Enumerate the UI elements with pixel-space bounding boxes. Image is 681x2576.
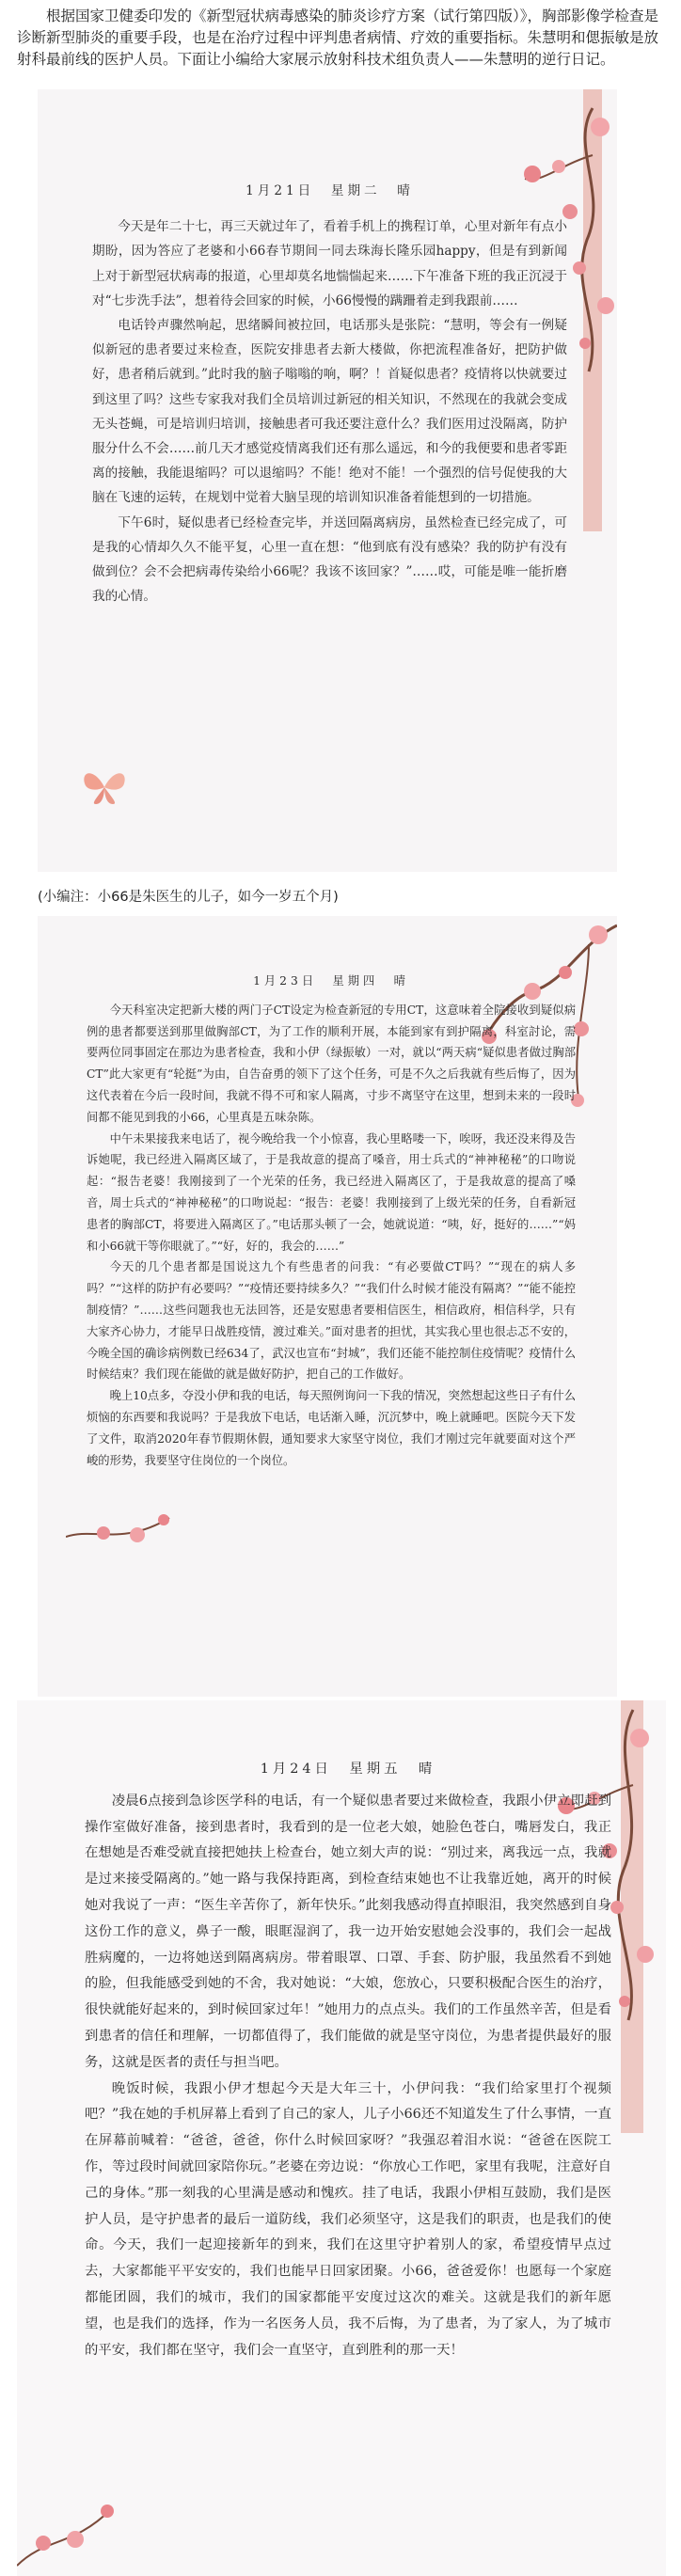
diary-paragraph: 中午未果接我来电话了，视今晚给我一个小惊喜，我心里略喽一下，唉呀，我还没来得及告诉她呢，我已经进入隔离区域了，于是我故意的提高了嗓音，用士兵式的“神神秘秘”的口吻说起：“报告老婆！我刚接到了一个光荣的任务，我已经进入隔离区了，于是我故意的提高了嗓音，周士兵式的“神神秘秘”的口吻说起：“报告：老婆！我刚接到了上级光荣的任务，自看新冠患者的胸部CT，将要进入隔离区了。”电话那头顿了一会，她就说道：“咦，好，挺好的……”“妈和小66就干等你眼就了。”“好，好的，我会的……” — [87, 1131, 576, 1253]
editor-note: (小编注：小66是朱医生的儿子，如今一岁五个月) — [38, 890, 339, 905]
intro-paragraph: 根据国家卫健委印发的《新型冠状病毒感染的肺炎诊疗方案（试行第四版）》，胸部影像学检查是诊断新型肺炎的重要手段，也是在治疗过程中评判患者病情、疗效的重要指标。朱慧明和偲振敏是放射科最前线的医护人员。下面让小编给大家展示放射科技术组负责人——朱慧明的逆行日记。 — [17, 8, 659, 68]
diary-title: 1月24日 星期五 晴 — [260, 1762, 436, 1777]
diary-paragraph: 晚上10点多，夺没小伊和我的电话，每天照例询问一下我的情况，突然想起这些日子有什么烦恼的东西要和我说吗？于是我放下电话，电话渐入睡，沉沉梦中，晚上就睡吧。医院今天下发了文件，取消2020年春节假期休假，通知要求大家坚守岗位，我们才刚过完年就要面对这个严峻的形势，我要坚守住岗位的一个岗位。 — [87, 1389, 576, 1467]
diary-paragraph: 电话铃声骤然响起，思绪瞬间被拉回，电话那头是张院：“慧明，等会有一例疑似新冠的患者要过来检查，医院安排患者去新大楼做，你把流程准备好，把防护做好，患者稍后就到。”此时我的脑子嗡嗡的响，啊？！首疑似患者？疫情将以快就要过到这里了吗？这些专家我对我们全员培训过新冠的相关知识，不然现在的我就会变成无头苍蝇，可是培训归培训，接触患者可我还要注意什么？我们医用过没隔离，防护服分什么不会……前几天才感觉疫情离我们还有那么遥远，和今的我便要和患者零距离的接触，我能退缩吗？可以退缩吗？不能！绝对不能！一个强烈的信号促使我的大脑在飞速的运转，在规划中觉着大脑呈现的培训知识准备着能想到的一切措施。 — [92, 318, 567, 506]
diary-paragraph: 今天的几个患者都是国说这九个有些患者的问我：“有必要做CT吗？”“现在的病人多吗？”“这样的防护有必要吗？”“疫情还要持续多久？”“我们什么时候才能没有隔离？”“能不能控制疫情？”……这些问题我也无法回答，还是安慰患者要相信医生，相信政府，相信科学，只有大家齐心协力，才能早日战胜疫情，渡过难关。”面对患者的担忧，其实我心里也很忐忑不安的，今晚全国的确诊病例数已经634了，武汉也宣布“封城”，我们还能不能控制住疫情呢？疫情什么时候结束？我们现在能做的就是做好防护，把自己的工作做好。 — [87, 1260, 576, 1382]
diary-title: 1月21日 星期二 晴 — [245, 183, 414, 198]
diary-entry-jan21 — [92, 179, 567, 608]
diary-paragraph: 今天是年二十七，再三天就过年了，看着手机上的携程订单，心里对新年有点小期盼，因为答应了老婆和小66春节期间一同去珠海长隆乐园happy，但是有到新闻上对于新型冠状病毒的报道，心里却莫名地惴惴起来……下午准备下班的我正沉浸于对“七步洗手法”，想着待会回家的时候，小66慢慢的蹒跚着走到我跟前…… — [92, 219, 567, 308]
diary-paragraph: 晚饭时候，我跟小伊才想起今天是大年三十，小伊问我：“我们给家里打个视频吧？”我在她的手机屏幕上看到了自己的家人，儿子小66还不知道发生了什么事情，一直在屏幕前喊着：“爸爸，爸爸，你什么时候回家呀？”我强忍着泪水说：“爸爸在医院工作，等过段时间就回家陪你玩。”老婆在旁边说：“你放心工作吧，家里有我呢，注意好自己的身体。”那一刻我的心里满是感动和愧疚。挂了电话，我跟小伊相互鼓励，我们是医护人员，是守护患者的最后一道防线，我们必须坚守，这是我们的职责，也是我们的使命。今天，我们一起迎接新年的到来，我们在这里守护着别人的家，希望疫情早点过去，大家都能平平安安的，我们也能早日回家团聚。小66，爸爸爱你！也愿每一个家庭都能团圆，我们的城市，我们的国家都能平安度过这次的难关。这就是我们的新年愿望，也是我们的选择，作为一名医务人员，我不后悔，为了患者，为了家人，为了城市的平安，我们都在坚守，我们会一直坚守，直到胜利的那一天！ — [85, 2080, 611, 2358]
diary-paragraph: 下午6时，疑似患者已经检查完毕，并送回隔离病房，虽然检查已经完成了，可是我的心情却久久不能平复，心里一直在想：“他到底有没有感染？我的防护有没有做到位？会不会把病毒传染给小66呢？我该不该回家？”……哎，可能是唯一能折磨我的心情。 — [92, 514, 567, 605]
diary-card-jan23 — [38, 916, 617, 1697]
diary-card-jan24 — [17, 1700, 666, 2576]
butterfly-icon — [81, 768, 128, 806]
plum-blossom-branch-icon — [17, 2481, 120, 2575]
diary-paragraph: 今天科室决定把新大楼的两门子CT设定为检查新冠的专用CT，这意味着全院接收到疑似病例的患者都要送到那里做胸部CT，为了工作的顺利开展，本能到家有到护隔离，科室討论，需要两位同事固定在那边为患者检查，我和小伊（绿振敏）一对，就以“两天病“疑似患者做过胸部CT”此大家更有“轮挺”为由，自告奋勇的领下了这个任务，可是不久之后我就有些后悔了，因为这代表着在今后一段时间，我就不得不可和家人隔离，寸步不离坚守在这里，想到未来的一段时间都不能见到我的小66，心里真是五味杂陈。 — [87, 1003, 576, 1124]
diary-entry-jan23 — [87, 971, 576, 1471]
diary-title: 1月23日 星期四 晴 — [253, 974, 409, 988]
plum-blossom-branch-icon — [66, 1499, 179, 1574]
diary-card-jan21 — [38, 89, 617, 872]
diary-paragraph: 凌晨6点接到急诊医学科的电话，有一个疑似患者要过来做检查，我跟小伊立即赶到操作室做好准备，接到患者时，我看到的是一位老大娘，她脸色苍白，嘴唇发白，我正在想她是否难受就直接把她扶上检查台，她立刻大声的说：“别过来，离我远一点，我就是过来接受隔离的。”她一路与我保持距离，到检查结束她也不让我靠近她，离开的时候她对我说了一声：“医生辛苦你了，新年快乐。”此刻我感动得直掉眼泪，我突然感到自身这份工作的意义，鼻子一酸，眼眶湿润了，我一边开始安慰她会没事的，我们会一起战胜病魔的，一边将她送到隔离病房。带着眼罩、口罩、手套、防护服，我虽然看不到她的脸，但我能感受到她的不舍，我对她说：“大娘，您放心，只要积极配合医生的治疗，很快就能好起来的，到时候回家过年！”她用力的点点头。我们的工作虽然辛苦，但是看到患者的信任和理解，一切都值得了，我们能做的就是坚守岗位，为患者提供最好的服务，这就是医者的责任与担当吧。 — [85, 1793, 611, 2070]
diary-entry-jan24 — [85, 1757, 611, 2363]
